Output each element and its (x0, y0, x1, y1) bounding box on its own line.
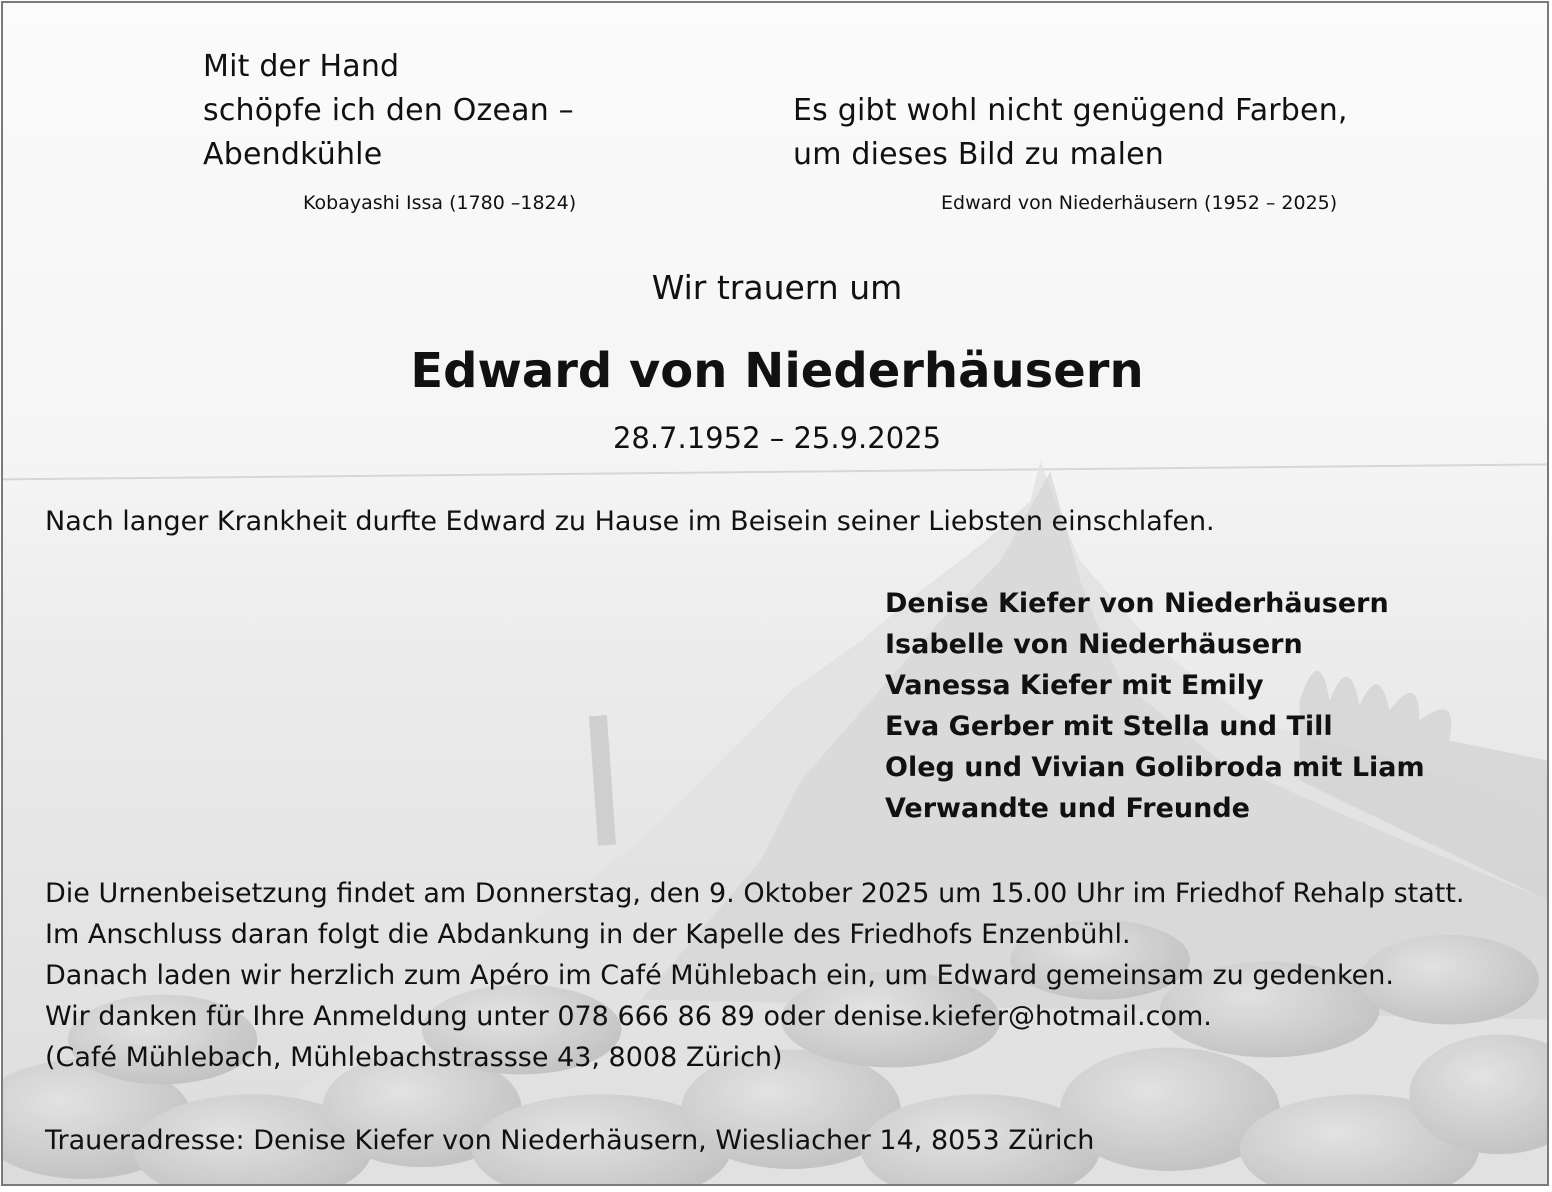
quote-line: um dieses Bild zu malen (793, 137, 1165, 172)
intro-text: Wir trauern um (651, 268, 903, 307)
mourner-name: Eva Gerber mit Stella und Till (885, 711, 1333, 742)
obituary-card (1, 1, 1549, 1186)
left-quote (203, 45, 574, 177)
quote-line: schöpfe ich den Ozean – (203, 93, 574, 128)
detail-line: (Café Mühlebach, Mühlebachstrassse 43, 8008 Zürich) (45, 1042, 783, 1073)
deceased-name: Edward von Niederhäusern (410, 343, 1144, 399)
mourner-name: Vanessa Kiefer mit Emily (885, 670, 1264, 701)
detail-line: Die Urnenbeisetzung findet am Donnerstag, den 9. Oktober 2025 um 15.00 Uhr im Friedhof Rehalp statt. (45, 878, 1465, 909)
quote-line: Es gibt wohl nicht genügend Farben, (793, 93, 1348, 128)
right-quote-attribution: Edward von Niederhäusern (1952 – 2025) (941, 192, 1338, 214)
mourner-name: Verwandte und Freunde (885, 793, 1250, 824)
mourner-name: Denise Kiefer von Niederhäusern (885, 588, 1389, 619)
mourner-name: Oleg und Vivian Golibroda mit Liam (885, 752, 1425, 783)
mourners-list (885, 583, 1425, 829)
right-quote (793, 89, 1348, 177)
detail-line: Im Anschluss daran folgt die Abdankung in der Kapelle des Friedhofs Enzenbühl. (45, 919, 1131, 950)
quote-line: Abendkühle (203, 137, 383, 172)
passing-text: Nach langer Krankheit durfte Edward zu Hause im Beisein seiner Liebsten einschlafen. (45, 506, 1215, 537)
quote-line: Mit der Hand (203, 49, 400, 84)
detail-line: Wir danken für Ihre Anmeldung unter 078 666 86 89 oder denise.kiefer@hotmail.com. (45, 1001, 1212, 1032)
left-quote-attribution: Kobayashi Issa (1780 –1824) (303, 192, 577, 214)
mourning-address: Traueradresse: Denise Kiefer von Niederhäusern, Wiesliacher 14, 8053 Zürich (45, 1125, 1095, 1156)
mourner-name: Isabelle von Niederhäusern (885, 629, 1303, 660)
obituary-content (3, 3, 1547, 1184)
ceremony-details (45, 873, 1465, 1078)
life-dates: 28.7.1952 – 25.9.2025 (612, 421, 942, 455)
detail-line: Danach laden wir herzlich zum Apéro im Café Mühlebach ein, um Edward gemeinsam zu gedenken. (45, 960, 1394, 991)
